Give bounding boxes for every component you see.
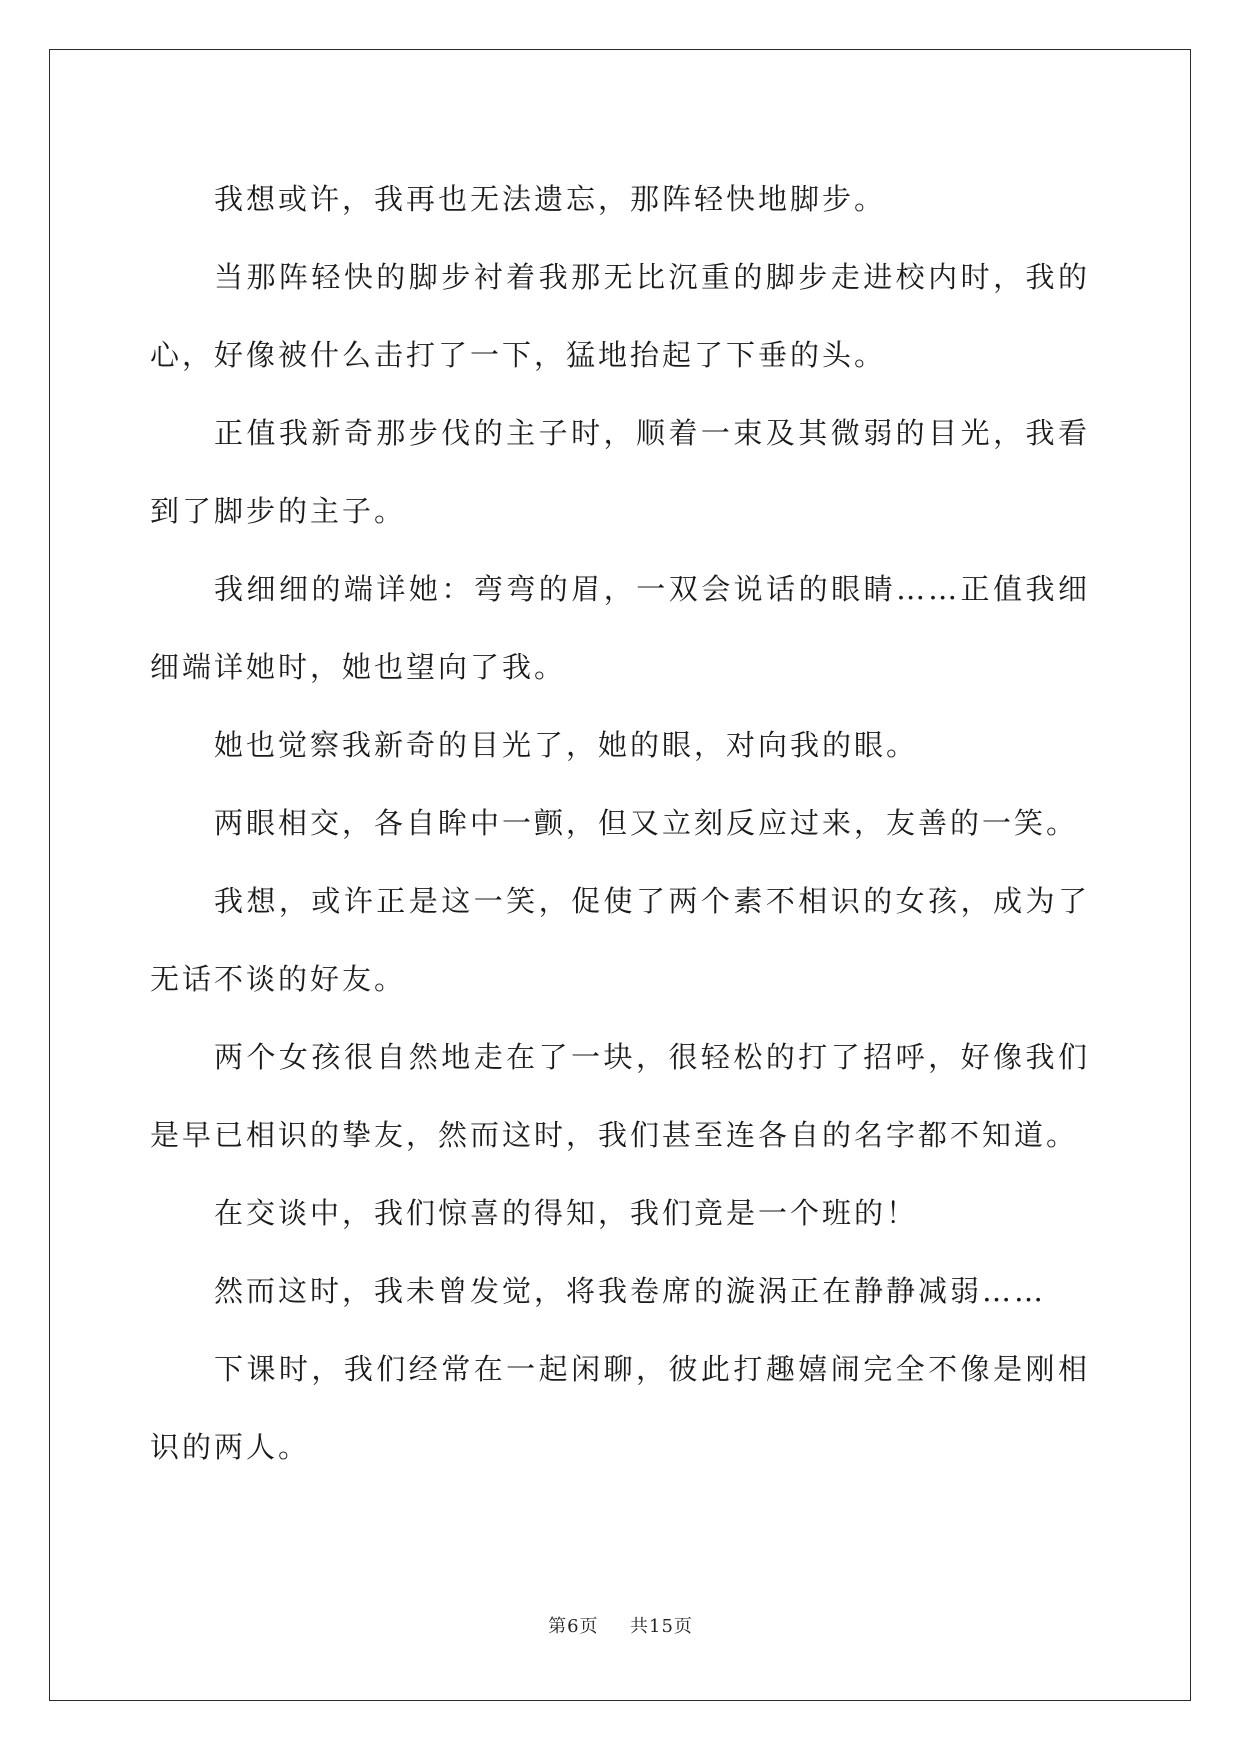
page-total: 共15页	[630, 1616, 693, 1637]
paragraph: 我想，或许正是这一笑，促使了两个素不相识的女孩，成为了无话不谈的好友。	[150, 884, 1090, 996]
page-footer	[0, 1612, 1241, 1638]
paragraph: 当那阵轻快的脚步衬着我那无比沉重的脚步走进校内时，我的心，好像被什么击打了一下，猛地抬起了下垂的头。	[150, 260, 1090, 372]
paragraph: 正值我新奇那步伐的主子时，顺着一束及其微弱的目光，我看到了脚步的主子。	[150, 416, 1090, 528]
paragraph: 两眼相交，各自眸中一颤，但又立刻反应过来，友善的一笑。	[214, 806, 1079, 840]
page-number: 第6页	[548, 1616, 599, 1637]
paragraph: 下课时，我们经常在一起闲聊，彼此打趣嬉闹完全不像是刚相识的两人。	[150, 1352, 1090, 1464]
paragraph: 在交谈中，我们惊喜的得知，我们竟是一个班的！	[214, 1196, 919, 1230]
paragraph: 我细细的端详她：弯弯的眉，一双会说话的眼睛……正值我细细端详她时，她也望向了我。	[150, 572, 1090, 684]
paragraph: 然而这时，我未曾发觉，将我卷席的漩涡正在静静减弱……	[214, 1274, 1047, 1308]
paragraph: 我想或许，我再也无法遗忘，那阵轻快地脚步。	[214, 182, 887, 216]
paragraph: 她也觉察我新奇的目光了，她的眼，对向我的眼。	[214, 728, 919, 762]
paragraph: 两个女孩很自然地走在了一块，很轻松的打了招呼，好像我们是早已相识的挚友，然而这时，我们甚至连各自的名字都不知道。	[150, 1040, 1090, 1152]
document-body	[150, 160, 1090, 1486]
